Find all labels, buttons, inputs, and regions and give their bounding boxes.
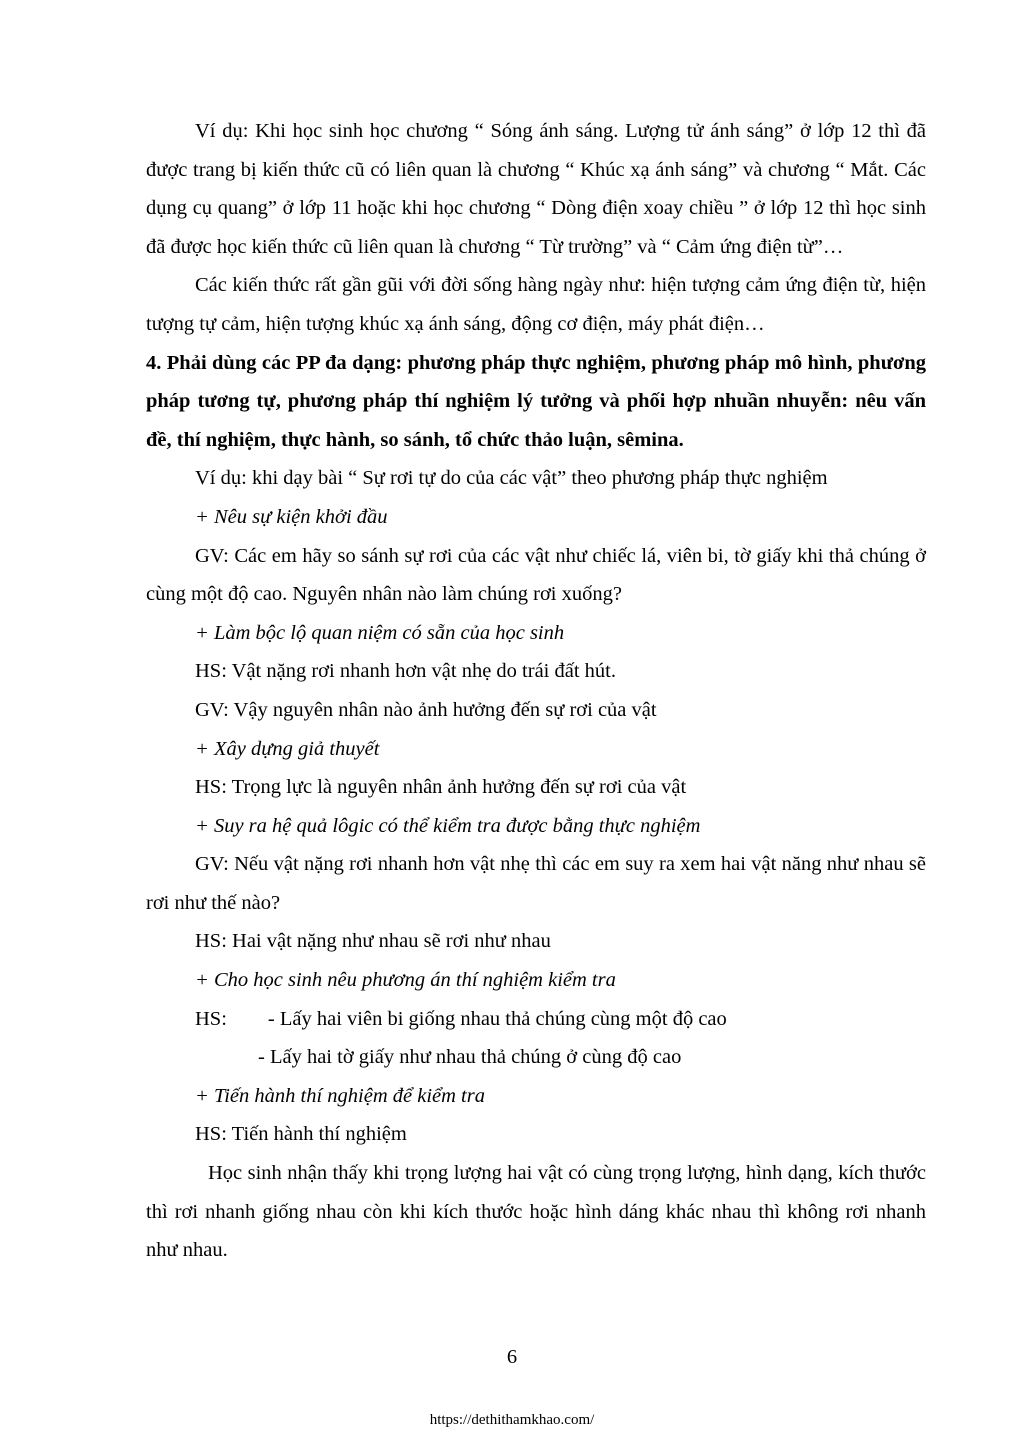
teacher-line: GV: Nếu vật nặng rơi nhanh hơn vật nhẹ thì các em suy ra xem hai vật năng như nhau sẽ rơi như thế nào? [146, 853, 926, 914]
student-line: HS: Vật nặng rơi nhanh hơn vật nhẹ do trái đất hút. [195, 660, 616, 683]
knowledge-paragraph: Các kiến thức rất gần gũi với đời sống hàng ngày như: hiện tượng cảm ứng điện từ, hiện tượng tự cảm, hiện tượng khúc xạ ánh sáng, động cơ điện, máy phát điện… [146, 274, 926, 335]
step-heading: + Xây dựng giả thuyết [195, 737, 380, 760]
conclusion-paragraph: Học sinh nhận thấy khi trọng lượng hai vật có cùng trọng lượng, hình dạng, kích thước thì rơi nhanh giống nhau còn khi kích thước hoặc hình dáng khác nhau thì không rơi nhanh như nhau. [146, 1162, 926, 1262]
step-heading: + Suy ra hệ quả lôgic có thể kiểm tra được bằng thực nghiệm [195, 814, 701, 837]
student-line: HS: Hai vật nặng như nhau sẽ rơi như nhau [195, 930, 551, 953]
student-experiment-list [146, 1000, 926, 1039]
teacher-line: GV: Các em hãy so sánh sự rơi của các vật như chiếc lá, viên bi, tờ giấy khi thả chúng ở cùng một độ cao. Nguyên nhân nào làm chúng rơi xuống? [146, 544, 926, 606]
step-heading: + Làm bộc lộ quan niệm có sẵn của học sinh [195, 621, 565, 644]
experiment-option-1: - Lấy hai viên bi giống nhau thả chúng cùng một độ cao [267, 1007, 727, 1030]
student-line: HS: Trọng lực là nguyên nhân ảnh hưởng đến sự rơi của vật [195, 776, 687, 799]
step-heading: + Nêu sự kiện khởi đầu [195, 505, 388, 528]
example-paragraph-2: Ví dụ: khi dạy bài “ Sự rơi tự do của các vật” theo phương pháp thực nghiệm [195, 467, 828, 490]
experiment-option-2: - Lấy hai tờ giấy như nhau thả chúng ở cùng độ cao [258, 1046, 682, 1069]
teacher-line: GV: Vậy nguyên nhân nào ảnh hưởng đến sự rơi của vật [195, 698, 657, 721]
page-number: 6 [506, 1346, 518, 1368]
section-heading-4: 4. Phải dùng các PP đa dạng: phương pháp thực nghiệm, phương pháp mô hình, phương pháp tương tự, phương pháp thí nghiệm lý tưởng và phối hợp nhuần nhuyễn: nêu vấn đề, thí nghiệm, thực hành, so sánh, tổ chức thảo luận, sêmina. [146, 351, 926, 451]
student-label: HS: [195, 1007, 227, 1030]
example-paragraph-1: Ví dụ: Khi học sinh học chương “ Sóng ánh sáng. Lượng tử ánh sáng” ở lớp 12 thì đã được trang bị kiến thức cũ có liên quan là chương “ Khúc xạ ánh sáng” và chương “ Mắt. Các dụng cụ quang” ở lớp 11 hoặc khi học chương “ Dòng điện xoay chiều ” ở lớp 12 thì học sinh đã được học kiến thức cũ liên quan là chương “ Từ trường” và “ Cảm ứng điện từ”… [146, 120, 926, 258]
student-line: HS: Tiến hành thí nghiệm [195, 1123, 407, 1146]
footer-url[interactable]: https://dethithamkhao.com/ [429, 1412, 595, 1428]
step-heading: + Tiến hành thí nghiệm để kiểm tra [195, 1084, 485, 1107]
step-heading: + Cho học sinh nêu phương án thí nghiệm kiểm tra [195, 969, 616, 992]
page-body [146, 112, 926, 1270]
